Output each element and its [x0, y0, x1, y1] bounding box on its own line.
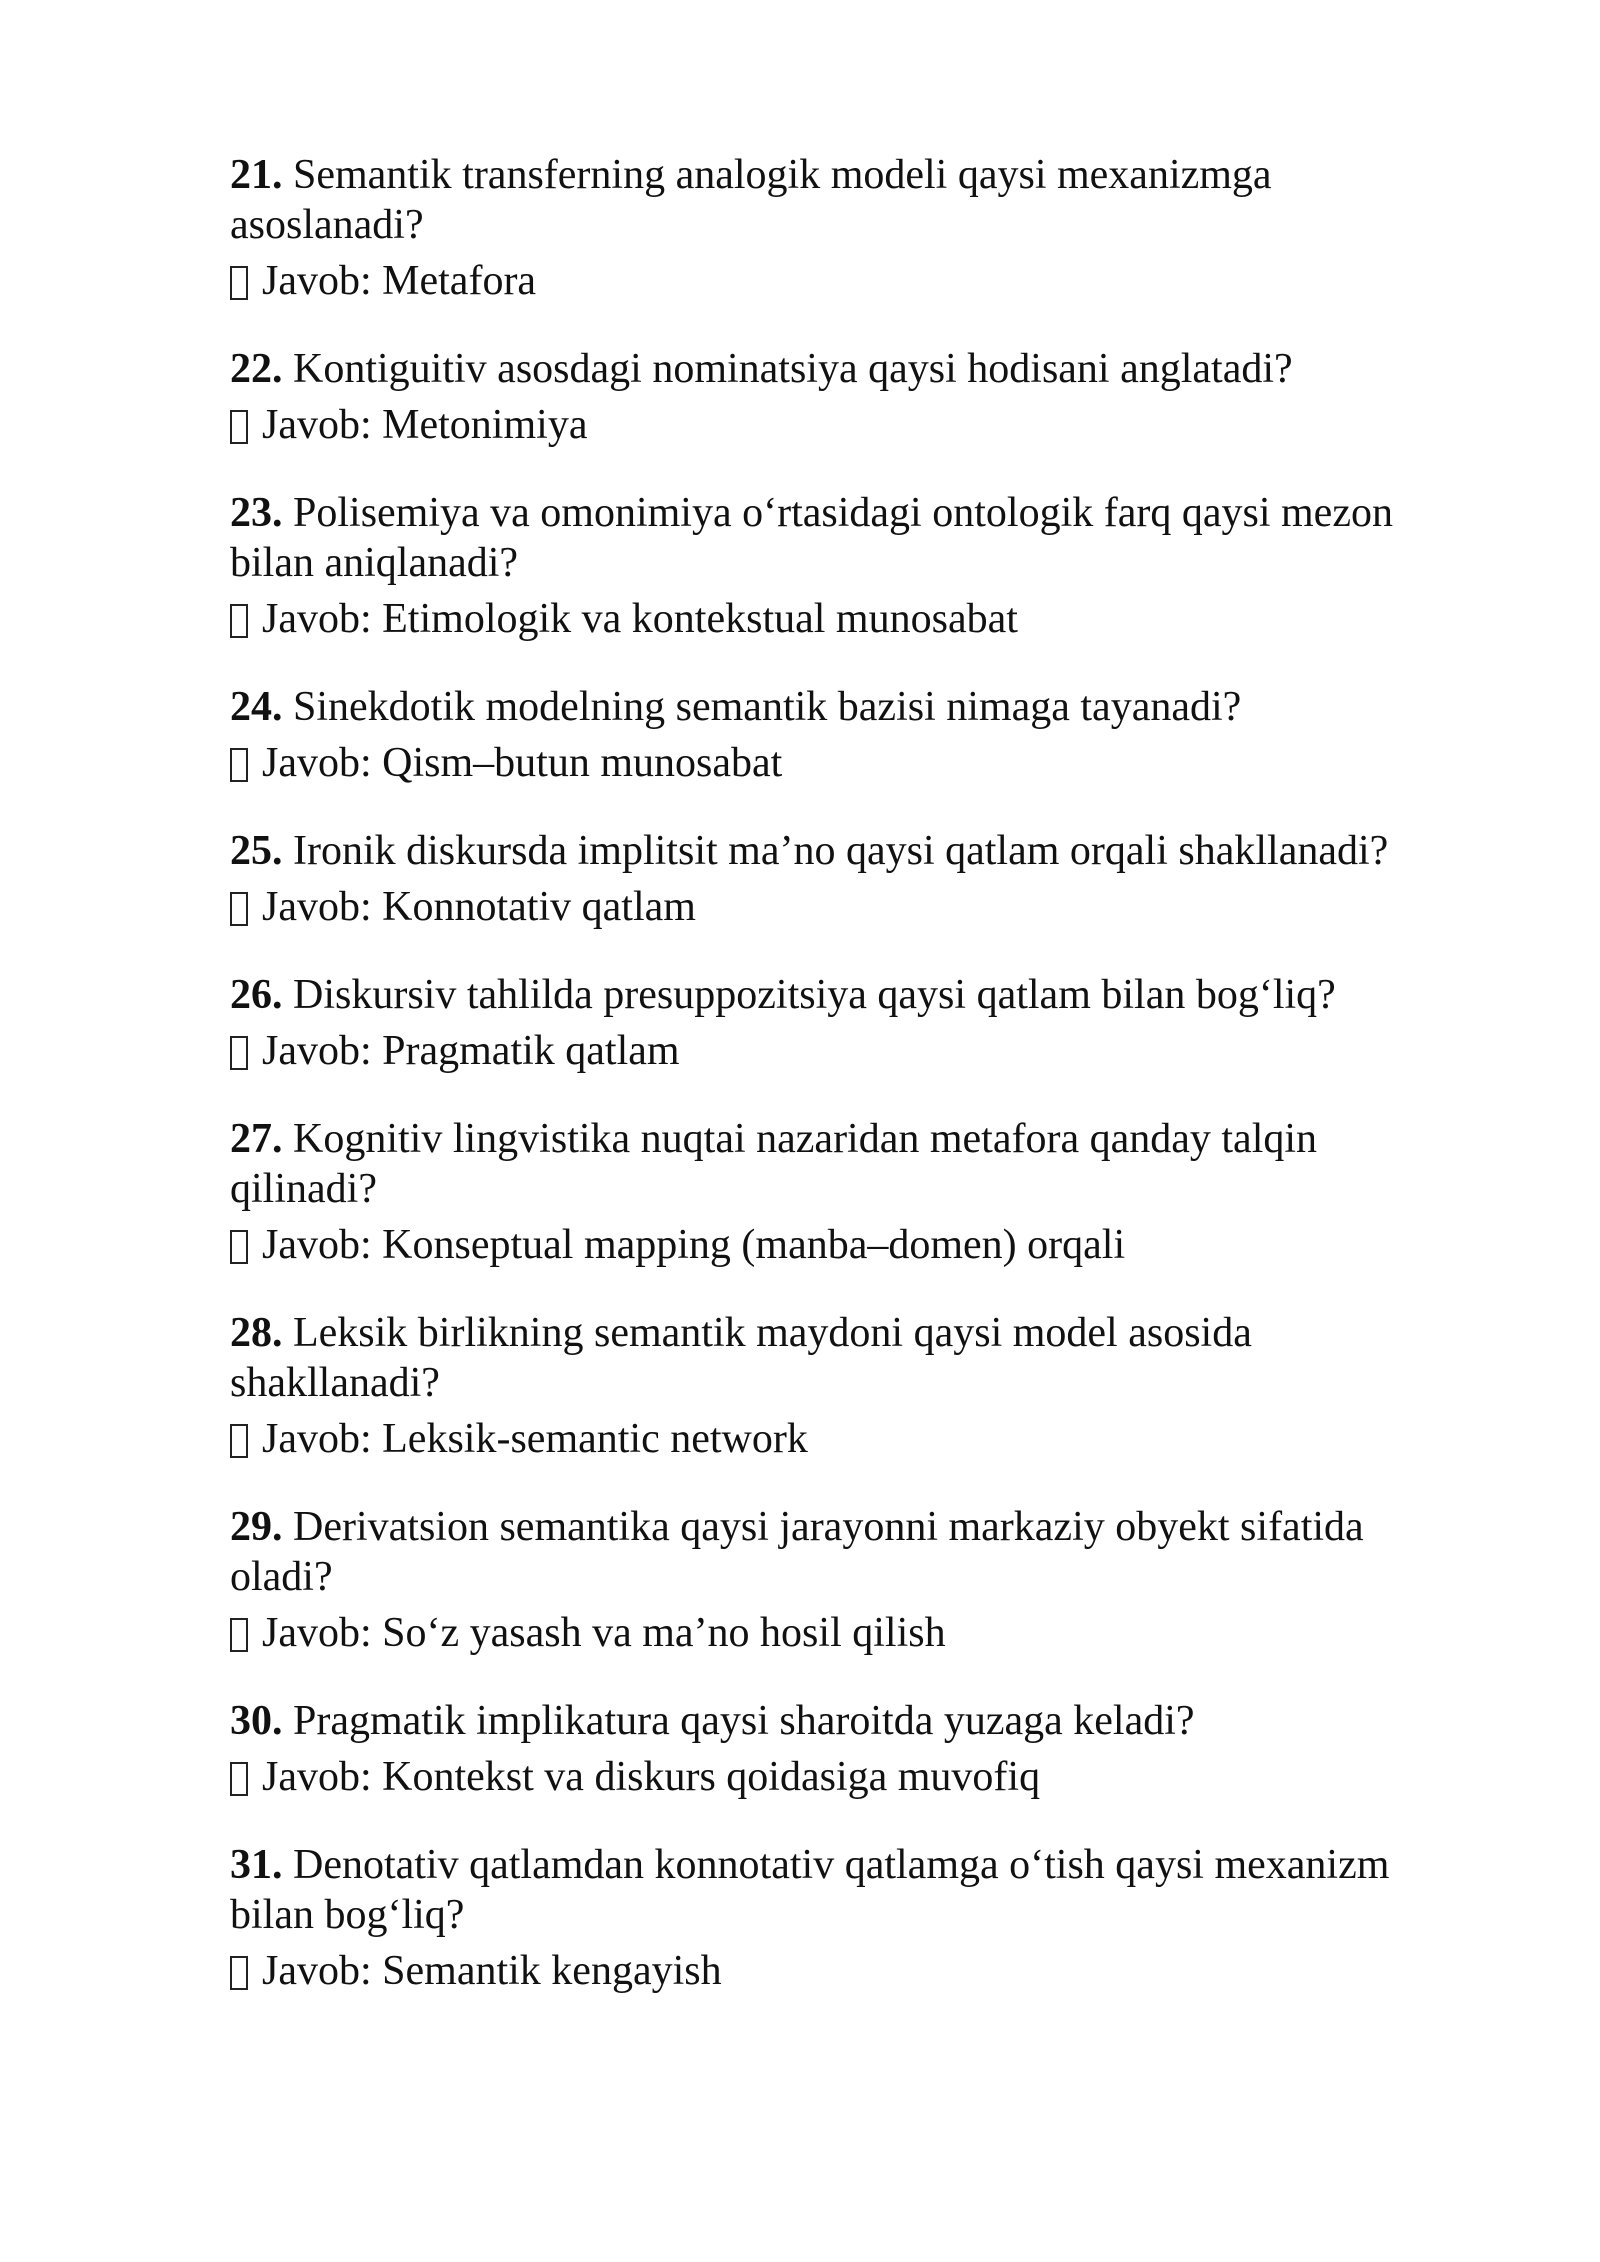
question-body: Kontiguitiv asosdagi nominatsiya qaysi hodisani anglatadi? — [293, 346, 1293, 392]
question-body: Ironik diskursda implitsit ma’no qaysi qatlam orqali shakllanadi? — [293, 828, 1389, 874]
missing-glyph-icon — [230, 1618, 248, 1652]
answer-text — [230, 1220, 1460, 1270]
qa-list — [230, 150, 1460, 2034]
answer-body: Javob: Leksik-semantic network — [262, 1416, 808, 1462]
answer-body: Javob: Konnotativ qatlam — [262, 884, 696, 930]
question-number: 26. — [230, 972, 283, 1018]
qa-item — [230, 344, 1460, 450]
answer-text — [230, 1026, 1460, 1076]
qa-item — [230, 826, 1460, 932]
qa-item — [230, 682, 1460, 788]
question-body: Diskursiv tahlilda presuppozitsiya qaysi qatlam bilan bog‘liq? — [293, 972, 1336, 1018]
question-body: Polisemiya va omonimiya o‘rtasidagi ontologik farq qaysi mezon bilan aniqlanadi? — [230, 490, 1393, 586]
missing-glyph-icon — [230, 604, 248, 638]
answer-body: Javob: Kontekst va diskurs qoidasiga muvofiq — [262, 1754, 1041, 1800]
answer-text — [230, 1752, 1460, 1802]
answer-body: Javob: So‘z yasash va ma’no hosil qilish — [262, 1610, 946, 1656]
question-number: 24. — [230, 684, 283, 730]
question-text — [230, 1502, 1460, 1602]
answer-text — [230, 256, 1460, 306]
question-text — [230, 1114, 1460, 1214]
missing-glyph-icon — [230, 1424, 248, 1458]
answer-text — [230, 882, 1460, 932]
missing-glyph-icon — [230, 1230, 248, 1264]
question-body: Derivatsion semantika qaysi jarayonni markaziy obyekt sifatida oladi? — [230, 1504, 1364, 1600]
qa-item — [230, 1696, 1460, 1802]
qa-item — [230, 970, 1460, 1076]
question-text — [230, 970, 1460, 1020]
question-body: Sinekdotik modelning semantik bazisi nimaga tayanadi? — [293, 684, 1242, 730]
qa-item — [230, 1502, 1460, 1658]
question-text — [230, 150, 1460, 250]
question-body: Denotativ qatlamdan konnotativ qatlamga o‘tish qaysi mexanizm bilan bog‘liq? — [230, 1842, 1390, 1938]
missing-glyph-icon — [230, 266, 248, 300]
question-text — [230, 1308, 1460, 1408]
answer-text — [230, 1414, 1460, 1464]
question-body: Semantik transferning analogik modeli qaysi mexanizmga asoslanadi? — [230, 152, 1272, 248]
question-text — [230, 682, 1460, 732]
missing-glyph-icon — [230, 748, 248, 782]
missing-glyph-icon — [230, 1762, 248, 1796]
answer-body: Javob: Konseptual mapping (manba–domen) orqali — [262, 1222, 1126, 1268]
answer-text — [230, 1946, 1460, 1996]
question-number: 30. — [230, 1698, 283, 1744]
question-text — [230, 1696, 1460, 1746]
question-body: Leksik birlikning semantik maydoni qaysi model asosida shakllanadi? — [230, 1310, 1252, 1406]
qa-item — [230, 1114, 1460, 1270]
qa-item — [230, 488, 1460, 644]
question-number: 23. — [230, 490, 283, 536]
answer-text — [230, 594, 1460, 644]
missing-glyph-icon — [230, 1036, 248, 1070]
qa-item — [230, 150, 1460, 306]
question-number: 22. — [230, 346, 283, 392]
question-body: Pragmatik implikatura qaysi sharoitda yuzaga keladi? — [293, 1698, 1195, 1744]
question-text — [230, 488, 1460, 588]
answer-text — [230, 400, 1460, 450]
answer-text — [230, 1608, 1460, 1658]
question-number: 31. — [230, 1842, 283, 1888]
missing-glyph-icon — [230, 410, 248, 444]
question-text — [230, 1840, 1460, 1940]
question-number: 29. — [230, 1504, 283, 1550]
qa-item — [230, 1840, 1460, 1996]
answer-body: Javob: Metonimiya — [262, 402, 588, 448]
question-number: 25. — [230, 828, 283, 874]
answer-body: Javob: Pragmatik qatlam — [262, 1028, 680, 1074]
answer-body: Javob: Qism–butun munosabat — [262, 740, 783, 786]
missing-glyph-icon — [230, 892, 248, 926]
qa-item — [230, 1308, 1460, 1464]
answer-body: Javob: Etimologik va kontekstual munosabat — [262, 596, 1018, 642]
answer-text — [230, 738, 1460, 788]
question-text — [230, 826, 1460, 876]
question-body: Kognitiv lingvistika nuqtai nazaridan metafora qanday talqin qilinadi? — [230, 1116, 1318, 1212]
missing-glyph-icon — [230, 1956, 248, 1990]
question-number: 28. — [230, 1310, 283, 1356]
question-number: 21. — [230, 152, 283, 198]
answer-body: Javob: Metafora — [262, 258, 537, 304]
question-number: 27. — [230, 1116, 283, 1162]
question-text — [230, 344, 1460, 394]
answer-body: Javob: Semantik kengayish — [262, 1948, 722, 1994]
